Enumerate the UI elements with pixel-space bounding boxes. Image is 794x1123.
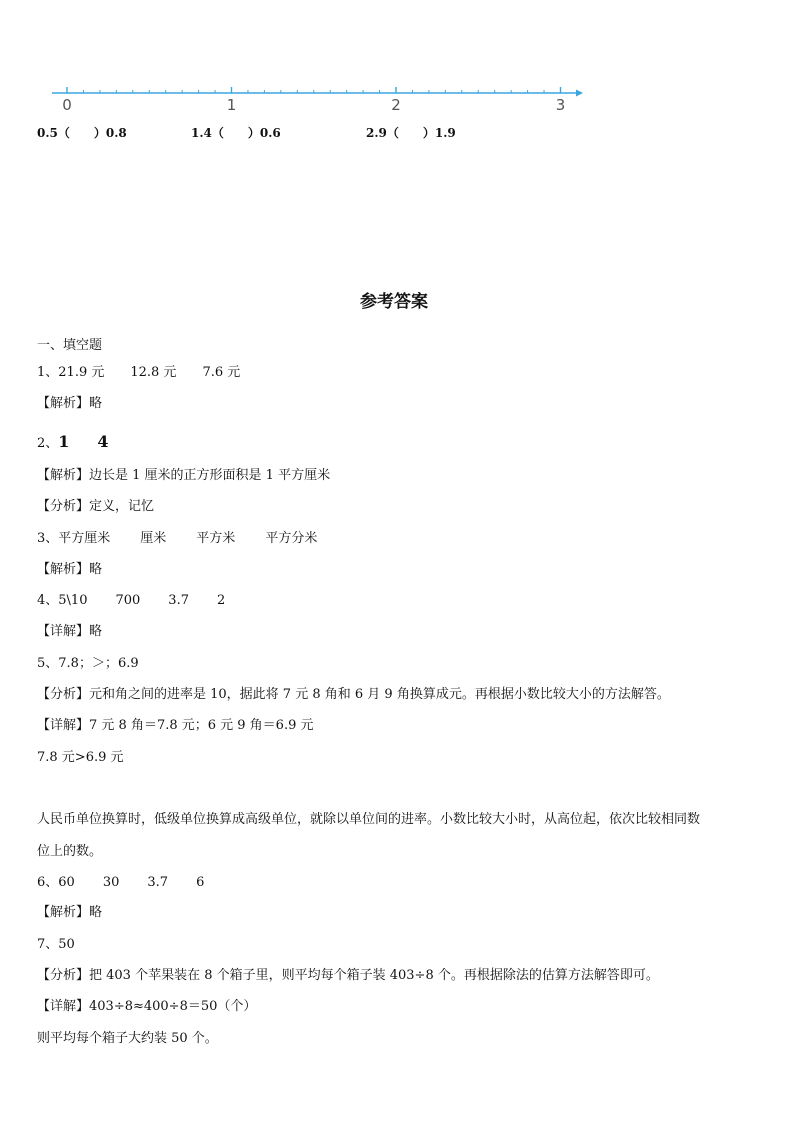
answer-6-note: 【解析】略 (37, 905, 103, 920)
comparison-2: 1.4（ ）0.6 (191, 126, 281, 140)
number-line-ticks (67, 87, 561, 93)
answer-1-note: 【解析】略 (37, 396, 103, 411)
number-line-label: 3 (555, 96, 566, 114)
answer-4-note: 【详解】略 (37, 624, 103, 639)
section-heading: 一、填空题 (37, 338, 103, 353)
answer-5-paragraph-2: 位上的数。 (37, 844, 103, 859)
answer-title: 参考答案 (360, 292, 428, 312)
answer-3: 3、平方厘米 厘米 平方米 平方分米 (37, 531, 318, 546)
answer-4: 4、5\10 700 3.7 2 (37, 593, 226, 608)
comparison-3: 2.9（ ）1.9 (366, 126, 456, 140)
answer-2-note-2: 【分析】定义，记忆 (37, 499, 155, 514)
comparison-blank[interactable] (70, 126, 94, 140)
answer-5-note-2: 【详解】7 元 8 角＝7.8 元；6 元 9 角＝6.9 元 (37, 718, 314, 733)
comparison-blank[interactable] (399, 126, 423, 140)
number-line-arrow (576, 90, 583, 97)
answer-7-note-1: 【分析】把 403 个苹果装在 8 个箱子里，则平均每个箱子装 403÷8 个。再根据除法的估算方法解答即可。 (37, 968, 659, 983)
number-line-label: 0 (62, 96, 72, 114)
number-line-labels (62, 96, 565, 114)
answer-5-note-3: 7.8 元>6.9 元 (37, 750, 124, 765)
number-line-label: 1 (226, 96, 237, 114)
answer-1: 1、21.9 元 12.8 元 7.6 元 (37, 365, 241, 380)
answer-2: 2、1 4 (37, 432, 109, 451)
comparison-1: 0.5（ ）0.8 (37, 126, 127, 140)
answer-7: 7、50 (37, 937, 75, 952)
answer-5-note-1: 【分析】元和角之间的进率是 10，据此将 7 元 8 角和 6 月 9 角换算成元。再根据小数比较大小的方法解答。 (37, 687, 670, 702)
answer-2-note-1: 【解析】边长是 1 厘米的正方形面积是 1 平方厘米 (37, 468, 331, 483)
answer-3-note: 【解析】略 (37, 562, 103, 577)
answer-5-paragraph-1: 人民币单位换算时，低级单位换算成高级单位，就除以单位间的进率。小数比较大小时，从高位起，依次比较相同数 (37, 812, 701, 827)
number-line (0, 80, 600, 116)
answer-6: 6、60 30 3.7 6 (37, 875, 205, 890)
comparison-blank[interactable] (224, 126, 248, 140)
answer-5: 5、7.8；＞；6.9 (37, 656, 139, 671)
answer-7-note-3: 则平均每个箱子大约装 50 个。 (37, 1031, 218, 1046)
number-line-label: 2 (391, 96, 401, 114)
answer-7-note-2: 【详解】403÷8≈400÷8＝50（个） (37, 999, 257, 1014)
